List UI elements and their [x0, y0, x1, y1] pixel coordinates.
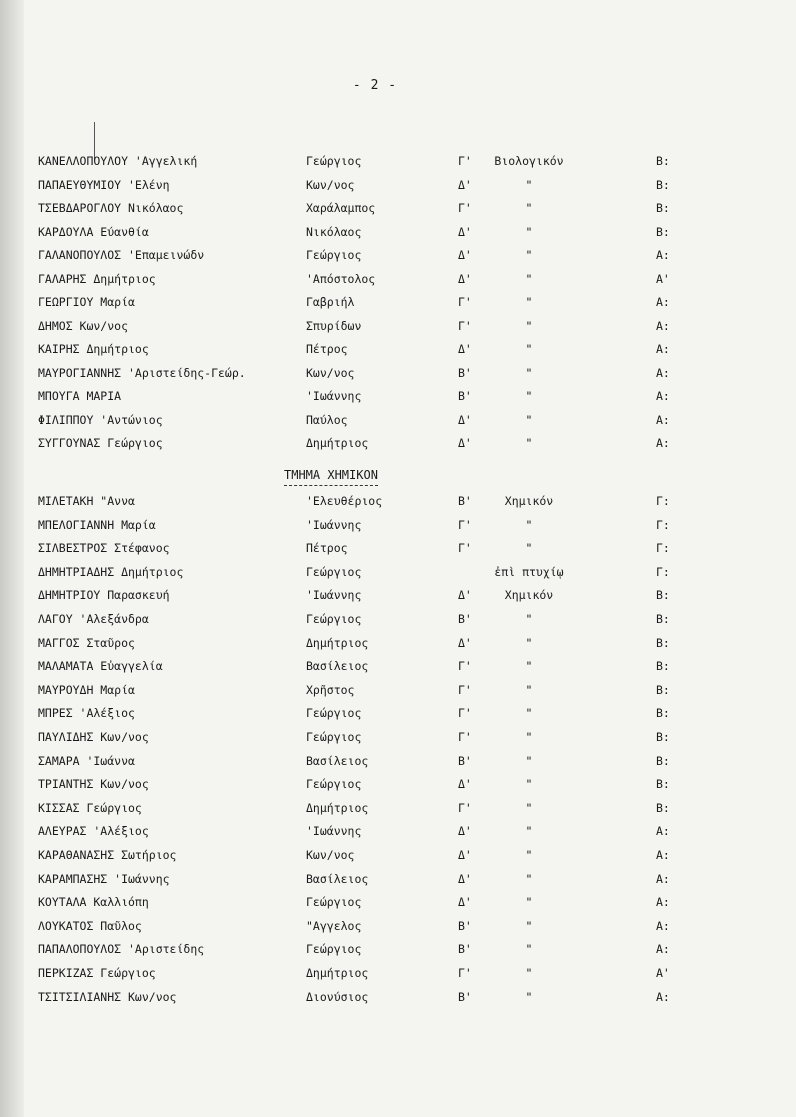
department: Βιολογικόν [494, 154, 564, 168]
grade-class: Β: [656, 777, 670, 792]
student-row [0, 199, 796, 217]
grade-class: Α: [656, 389, 670, 403]
student-row [0, 364, 796, 382]
father-name: Χαράλαμπος [306, 201, 376, 215]
student-row [0, 775, 796, 793]
department: " [525, 824, 533, 839]
father-name: Γεώργιος [306, 777, 362, 792]
study-year: Β' [458, 389, 472, 403]
father-name: Σπυρίδων [306, 318, 362, 333]
father-name: Νικόλαος [306, 224, 362, 239]
father-name: Γεώργιος [306, 612, 362, 626]
father-name: Δημήτριος [306, 966, 369, 980]
study-year: Γ' [458, 800, 472, 815]
grade-class: Α: [656, 871, 670, 886]
student-name: ΜΠΟΥΓΑ ΜΑΡΙΑ [38, 389, 122, 403]
study-year: Β' [458, 494, 472, 508]
study-year: Β' [458, 612, 472, 626]
department: " [525, 682, 533, 697]
department: " [525, 295, 533, 309]
department: " [525, 612, 533, 626]
student-row [0, 870, 796, 888]
student-name: ΚΑΡΑΘΑΝΑΣΗΣ Σωτήριος [38, 848, 177, 862]
student-name: ΓΑΛΑΡΗΣ Δημήτριος [38, 271, 156, 286]
section-title-chemistry: ΤΜΗΜΑ ΧΗΜΙΚΟΝ [284, 466, 378, 486]
father-name: Γεώργιος [306, 895, 362, 910]
grade-class: Α: [656, 412, 670, 427]
father-name: Δημήτριος [306, 436, 369, 450]
student-name: ΤΣΕΒΔΑΡΟΓΛΟΥ Νικόλαος [38, 201, 184, 215]
study-year: Γ' [458, 541, 472, 556]
student-name: ΣΙΛΒΕΣΤΡΟΣ Στέφανος [38, 541, 170, 556]
grade-class: Β: [656, 177, 670, 192]
student-name: ΚΟΥΤΑΛΑ Καλλιόπη [38, 895, 149, 910]
student-row [0, 411, 796, 429]
father-name: "Αγγελος [306, 918, 362, 933]
student-row [0, 563, 796, 581]
study-year: Β' [458, 989, 472, 1004]
study-year: Δ' [458, 436, 472, 450]
department: " [525, 895, 533, 910]
father-name: Βασίλειος [306, 753, 369, 768]
study-year: Δ' [458, 824, 472, 839]
department: " [525, 942, 533, 957]
grade-class: Β: [656, 706, 670, 721]
father-name: Γεώργιος [306, 706, 362, 721]
department: " [525, 706, 533, 721]
student-name: ΠΑΠΑΕΥΘΥΜΙΟΥ 'Ελένη [38, 177, 170, 192]
father-name: Βασίλειος [306, 871, 369, 886]
father-name: 'Ιωάννης [306, 389, 362, 403]
father-name: Γεώργιος [306, 154, 362, 168]
student-name: ΚΑΙΡΗΣ Δημήτριος [38, 342, 149, 356]
student-row [0, 539, 796, 557]
grade-class: Β: [656, 753, 670, 768]
student-row [0, 223, 796, 241]
department: " [525, 871, 533, 886]
department: " [525, 412, 533, 427]
study-year: Γ' [458, 966, 472, 980]
study-year: Δ' [458, 848, 472, 862]
department: " [525, 436, 533, 450]
grade-class: Β: [656, 201, 670, 215]
father-name: Πέτρος [306, 342, 348, 356]
grade-class: Α' [656, 966, 670, 980]
grade-class: Α: [656, 989, 670, 1004]
student-name: ΣΥΓΓΟΥΝΑΣ Γεώργιος [38, 436, 163, 450]
student-row [0, 940, 796, 958]
department: " [525, 541, 533, 556]
grade-class: Β: [656, 224, 670, 239]
study-year: Δ' [458, 588, 472, 603]
grade-class: Α: [656, 942, 670, 957]
grade-class: Γ: [656, 564, 670, 579]
study-year: Δ' [458, 248, 472, 262]
study-year: Γ' [458, 730, 472, 744]
study-year: Δ' [458, 635, 472, 650]
grade-class: Α: [656, 248, 670, 262]
grade-class: Β: [656, 612, 670, 626]
father-name: 'Ελευθέριος [306, 494, 383, 508]
grade-class: Β: [656, 635, 670, 650]
student-name: ΜΑΥΡΟΓΙΑΝΝΗΣ 'Αριστείδης-Γεώρ. [38, 365, 246, 380]
father-name: Δημήτριος [306, 635, 369, 650]
grade-class: Γ: [656, 517, 670, 532]
father-name: 'Ιωάννης [306, 517, 362, 532]
grade-class: Β: [656, 800, 670, 815]
student-row [0, 317, 796, 335]
department: " [525, 635, 533, 650]
department: Χημικόν [504, 494, 554, 508]
father-name: Γεώργιος [306, 248, 362, 262]
student-name: ΛΑΓΟΥ 'Αλεξάνδρα [38, 612, 149, 626]
grade-class: Γ: [656, 541, 670, 556]
student-row [0, 387, 796, 405]
father-name: 'Ιωάννης [306, 824, 362, 839]
student-name: ΑΛΕΥΡΑΣ 'Αλέξιος [38, 824, 149, 839]
student-row [0, 681, 796, 699]
student-row [0, 516, 796, 534]
department: " [525, 966, 533, 980]
student-row [0, 176, 796, 194]
department: " [525, 730, 533, 744]
study-year: Δ' [458, 871, 472, 886]
department: " [525, 201, 533, 215]
department: " [525, 177, 533, 192]
study-year: Β' [458, 918, 472, 933]
grade-class: Γ: [656, 494, 670, 508]
student-name: ΔΗΜΟΣ Κων/νος [38, 318, 129, 333]
student-row [0, 293, 796, 311]
grade-class: Α: [656, 295, 670, 309]
study-year: Δ' [458, 895, 472, 910]
father-name: Βασίλειος [306, 659, 369, 674]
father-name: Χρῆστος [306, 682, 355, 697]
study-year: Γ' [458, 295, 472, 309]
father-name: Κων/νος [306, 177, 355, 192]
grade-class: Β: [656, 659, 670, 674]
department: ἐπὶ πτυχίῳ [494, 564, 564, 579]
student-row [0, 988, 796, 1006]
grade-class: Β: [656, 588, 670, 603]
student-name: ΤΣΙΤΣΙΛΙΑΝΗΣ Κων/νος [38, 989, 177, 1004]
student-name: ΤΡΙΑΝΤΗΣ Κων/νος [38, 777, 149, 792]
student-name: ΓΑΛΑΝΟΠΟΥΛΟΣ 'Επαμεινώδν [38, 248, 205, 262]
student-name: ΓΕΩΡΓΙΟΥ Μαρία [38, 295, 135, 309]
student-name: ΣΑΜΑΡΑ 'Ιωάννα [38, 753, 135, 768]
student-name: ΔΗΜΗΤΡΙΟΥ Παρασκευή [38, 588, 170, 603]
student-name: ΜΑΛΑΜΑΤΑ Εὐαγγελία [38, 659, 163, 674]
grade-class: Α: [656, 318, 670, 333]
department: " [525, 777, 533, 792]
study-year: Γ' [458, 318, 472, 333]
page-number: - 2 - [352, 78, 398, 93]
grade-class: Α: [656, 436, 670, 450]
student-name: ΚΙΣΣΑΣ Γεώργιος [38, 800, 142, 815]
student-row [0, 752, 796, 770]
student-name: ΛΟΥΚΑΤΟΣ Παῦλος [38, 918, 142, 933]
grade-class: Α: [656, 918, 670, 933]
department: Χημικόν [504, 588, 554, 603]
department: " [525, 224, 533, 239]
student-name: ΠΑΠΑΛΟΠΟΥΛΟΣ 'Αριστείδης [38, 942, 205, 957]
department: " [525, 248, 533, 262]
study-year: Γ' [458, 706, 472, 721]
student-row [0, 152, 796, 170]
study-year: Γ' [458, 201, 472, 215]
study-year: Β' [458, 365, 472, 380]
student-name: ΚΑΝΕΛΛΟΠΟΥΛΟΥ 'Αγγελική [38, 154, 198, 168]
study-year: Δ' [458, 271, 472, 286]
student-row [0, 340, 796, 358]
department: " [525, 365, 533, 380]
grade-class: Β: [656, 730, 670, 744]
student-name: ΚΑΡΑΜΠΑΣΗΣ 'Ιωάννης [38, 871, 170, 886]
department: " [525, 271, 533, 286]
grade-class: Α' [656, 271, 670, 286]
student-row [0, 893, 796, 911]
study-year: Γ' [458, 517, 472, 532]
grade-class: Α: [656, 365, 670, 380]
study-year: Β' [458, 753, 472, 768]
father-name: Κων/νος [306, 848, 355, 862]
student-row [0, 822, 796, 840]
study-year: Γ' [458, 682, 472, 697]
student-row [0, 634, 796, 652]
student-row [0, 434, 796, 452]
student-row [0, 610, 796, 628]
student-name: ΜΙΛΕΤΑΚΗ "Αννα [38, 494, 135, 508]
student-row [0, 492, 796, 510]
study-year: Γ' [458, 659, 472, 674]
father-name: Κων/νος [306, 365, 355, 380]
department: " [525, 989, 533, 1004]
grade-class: Α: [656, 342, 670, 356]
student-name: ΠΕΡΚΙΖΑΣ Γεώργιος [38, 966, 156, 980]
department: " [525, 318, 533, 333]
student-name: ΜΠΕΛΟΓΙΑΝΝΗ Μαρία [38, 517, 156, 532]
department: " [525, 753, 533, 768]
study-year: Β' [458, 942, 472, 957]
study-year: Δ' [458, 777, 472, 792]
department: " [525, 848, 533, 862]
student-row [0, 799, 796, 817]
father-name: Γεώργιος [306, 942, 362, 957]
student-name: ΜΑΥΡΟΥΔΗ Μαρία [38, 682, 135, 697]
student-row [0, 964, 796, 982]
department: " [525, 918, 533, 933]
father-name: Γεώργιος [306, 730, 362, 744]
father-name: 'Απόστολος [306, 271, 376, 286]
study-year: Δ' [458, 177, 472, 192]
department: " [525, 342, 533, 356]
grade-class: Β: [656, 682, 670, 697]
student-row [0, 728, 796, 746]
grade-class: Α: [656, 895, 670, 910]
grade-class: Α: [656, 848, 670, 862]
study-year: Δ' [458, 342, 472, 356]
father-name: 'Ιωάννης [306, 588, 362, 603]
student-row [0, 657, 796, 675]
father-name: Δημήτριος [306, 800, 369, 815]
student-name: ΔΗΜΗΤΡΙΑΔΗΣ Δημήτριος [38, 564, 184, 579]
student-row [0, 270, 796, 288]
student-row [0, 246, 796, 264]
department: " [525, 517, 533, 532]
student-name: ΜΑΓΓΟΣ Σταῦρος [38, 635, 135, 650]
student-name: ΚΑΡΔΟΥΛΑ Εύανθία [38, 224, 149, 239]
grade-class: Α: [656, 824, 670, 839]
student-row [0, 917, 796, 935]
study-year: Δ' [458, 412, 472, 427]
study-year: Γ' [458, 154, 472, 168]
student-name: ΜΠΡΕΣ 'Αλέξιος [38, 706, 135, 721]
department: " [525, 389, 533, 403]
student-row [0, 586, 796, 604]
father-name: Πέτρος [306, 541, 348, 556]
student-name: ΦΙΛΙΠΠΟΥ 'Αντώνιος [38, 412, 163, 427]
student-row [0, 704, 796, 722]
grade-class: Β: [656, 154, 670, 168]
student-row [0, 846, 796, 864]
department: " [525, 800, 533, 815]
student-name: ΠΑΥΛΙΔΗΣ Κων/νος [38, 730, 149, 744]
father-name: Γαβριήλ [306, 295, 355, 309]
father-name: Παύλος [306, 412, 348, 427]
father-name: Διονύσιος [306, 989, 369, 1004]
father-name: Γεώργιος [306, 564, 362, 579]
department: " [525, 659, 533, 674]
study-year: Δ' [458, 224, 472, 239]
